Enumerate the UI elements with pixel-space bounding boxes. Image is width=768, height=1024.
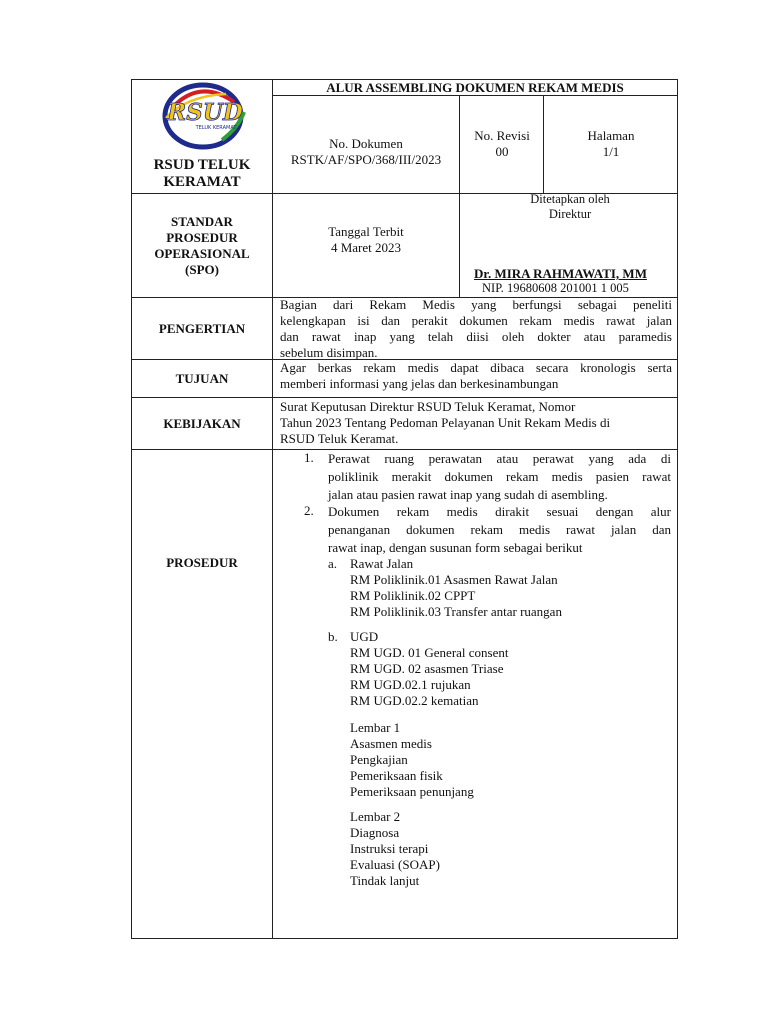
tujuan-line: memberi informasi yang jelas dan berkesinambungan bbox=[280, 376, 559, 391]
tujuan-text bbox=[280, 360, 672, 392]
hospital-name-line2: KERAMAT bbox=[163, 174, 241, 190]
sub-a-title: Rawat Jalan bbox=[350, 556, 414, 571]
spo-label-line: OPERASIONAL bbox=[154, 246, 250, 261]
prosedur-label: PROSEDUR bbox=[166, 555, 238, 570]
lembar-2-item: Tindak lanjut bbox=[350, 873, 420, 888]
border-bottom bbox=[131, 938, 678, 939]
kebijakan-label: KEBIJAKAN bbox=[163, 416, 241, 431]
logo-text: RSUD bbox=[167, 99, 243, 126]
pengertian-label: PENGERTIAN bbox=[158, 321, 246, 336]
spo-label bbox=[131, 214, 273, 278]
lembar-1-title: Lembar 1 bbox=[350, 720, 401, 735]
pengertian-line: dan rawat inap yang telah diisi oleh dokter atau paramedis bbox=[280, 329, 672, 344]
border-col1 bbox=[272, 79, 273, 939]
kebijakan-line: Tahun 2023 Tentang Pedoman Pelayanan Unit Rekam Medis di bbox=[280, 415, 611, 430]
pengertian-line: kelengkapan isi dan perakit dokumen rekam medis rawat jalan bbox=[280, 313, 672, 328]
prosedur-item-2-number: 2. bbox=[304, 503, 314, 518]
lembar-1-item: Pemeriksaan penunjang bbox=[350, 784, 474, 799]
revision-value: 00 bbox=[495, 144, 509, 159]
border-left bbox=[131, 79, 132, 939]
border-row4 bbox=[131, 397, 678, 398]
sub-b-list bbox=[350, 629, 670, 709]
issue-date-value: 4 Maret 2023 bbox=[330, 240, 402, 255]
logo-subtext: TELUK KERAMAT bbox=[195, 125, 237, 131]
lembar-1-item: Asasmen medis bbox=[350, 736, 432, 751]
issue-date-label: Tanggal Terbit bbox=[328, 224, 404, 239]
prosedur-item-2 bbox=[328, 503, 671, 557]
kebijakan-line: Surat Keputusan Direktur RSUD Teluk Keramat, Nomor bbox=[280, 399, 576, 414]
tujuan-line: Agar berkas rekam medis dapat dibaca secara kronologis serta bbox=[280, 360, 672, 375]
sub-b-title: UGD bbox=[350, 629, 379, 644]
sub-b-item: RM UGD.02.1 rujukan bbox=[350, 677, 471, 692]
border-doc-rev bbox=[459, 95, 460, 298]
pengertian-line: Bagian dari Rekam Medis yang berfungsi sebagai peneliti bbox=[280, 297, 672, 312]
doc-number-label: No. Dokumen bbox=[329, 136, 403, 151]
spo-label-line: (SPO) bbox=[185, 262, 219, 277]
kebijakan-text bbox=[280, 399, 674, 447]
sub-b-item: RM UGD.02.2 kematian bbox=[350, 693, 479, 708]
signer-nip: NIP. 19680608 201001 1 005 bbox=[482, 281, 629, 295]
rsud-logo bbox=[162, 82, 248, 150]
page-block bbox=[544, 128, 678, 160]
prosedur-item-2-line: rawat inap, dengan susunan form sebagai berikut bbox=[328, 540, 583, 555]
lembar-2-item: Instruksi terapi bbox=[350, 841, 429, 856]
document-title: ALUR ASSEMBLING DOKUMEN REKAM MEDIS bbox=[326, 80, 624, 95]
sub-a-item: RM Poliklinik.01 Asasmen Rawat Jalan bbox=[350, 572, 558, 587]
prosedur-item-1-line: Perawat ruang perawatan atau perawat yang ada di bbox=[328, 451, 671, 466]
lembar-1-item: Pemeriksaan fisik bbox=[350, 768, 443, 783]
tujuan-label: TUJUAN bbox=[175, 371, 229, 386]
spo-label-line: PROSEDUR bbox=[166, 230, 238, 245]
revision-label: No. Revisi bbox=[474, 128, 530, 143]
lembar-1-item: Pengkajian bbox=[350, 752, 408, 767]
set-by-block bbox=[500, 192, 640, 222]
sub-a-item: RM Poliklinik.02 CPPT bbox=[350, 588, 476, 603]
prosedur-item-1-line: poliklinik merakit dokumen rekam medis pasien rawat bbox=[328, 469, 671, 484]
border-right bbox=[677, 79, 678, 939]
set-by-line2: Direktur bbox=[548, 207, 592, 221]
sub-a-list bbox=[350, 556, 670, 620]
issue-date-block bbox=[272, 224, 460, 256]
page-label: Halaman bbox=[587, 128, 635, 143]
sub-b-item: RM UGD. 02 asasmen Triase bbox=[350, 661, 504, 676]
pengertian-line: sebelum disimpan. bbox=[280, 345, 378, 360]
signer-name: Dr. MIRA RAHMAWATI, MM bbox=[474, 266, 647, 281]
set-by-line1: Ditetapkan oleh bbox=[530, 192, 610, 206]
doc-number-block bbox=[272, 136, 460, 168]
prosedur-item-1-line: jalan atau pasien rawat inap yang sudah di asembling. bbox=[328, 487, 608, 502]
lembar-2-list bbox=[350, 809, 670, 889]
hospital-name-line1: RSUD TELUK bbox=[153, 157, 251, 173]
prosedur-item-2-line: Dokumen rekam medis dirakit sesuai dengan alur bbox=[328, 504, 671, 519]
sub-a-item: RM Poliklinik.03 Transfer antar ruangan bbox=[350, 604, 562, 619]
pengertian-text bbox=[280, 297, 672, 361]
prosedur-item-2-line: penanganan dokumen rekam medis rawat jalan dan bbox=[328, 522, 671, 537]
lembar-2-item: Diagnosa bbox=[350, 825, 400, 840]
sub-b-letter: b. bbox=[328, 629, 338, 644]
sub-b-item: RM UGD. 01 General consent bbox=[350, 645, 509, 660]
prosedur-item-1-number: 1. bbox=[304, 450, 314, 465]
doc-number-value: RSTK/AF/SPO/368/III/2023 bbox=[290, 152, 442, 167]
lembar-2-item: Evaluasi (SOAP) bbox=[350, 857, 440, 872]
spo-label-line: STANDAR bbox=[171, 214, 233, 229]
revision-block bbox=[460, 128, 544, 160]
sub-a-letter: a. bbox=[328, 556, 338, 571]
page-value: 1/1 bbox=[602, 144, 620, 159]
lembar-1-list bbox=[350, 720, 670, 800]
prosedur-item-1 bbox=[328, 450, 671, 504]
lembar-2-title: Lembar 2 bbox=[350, 809, 401, 824]
hospital-name bbox=[131, 157, 273, 191]
kebijakan-line: RSUD Teluk Keramat. bbox=[280, 431, 399, 446]
